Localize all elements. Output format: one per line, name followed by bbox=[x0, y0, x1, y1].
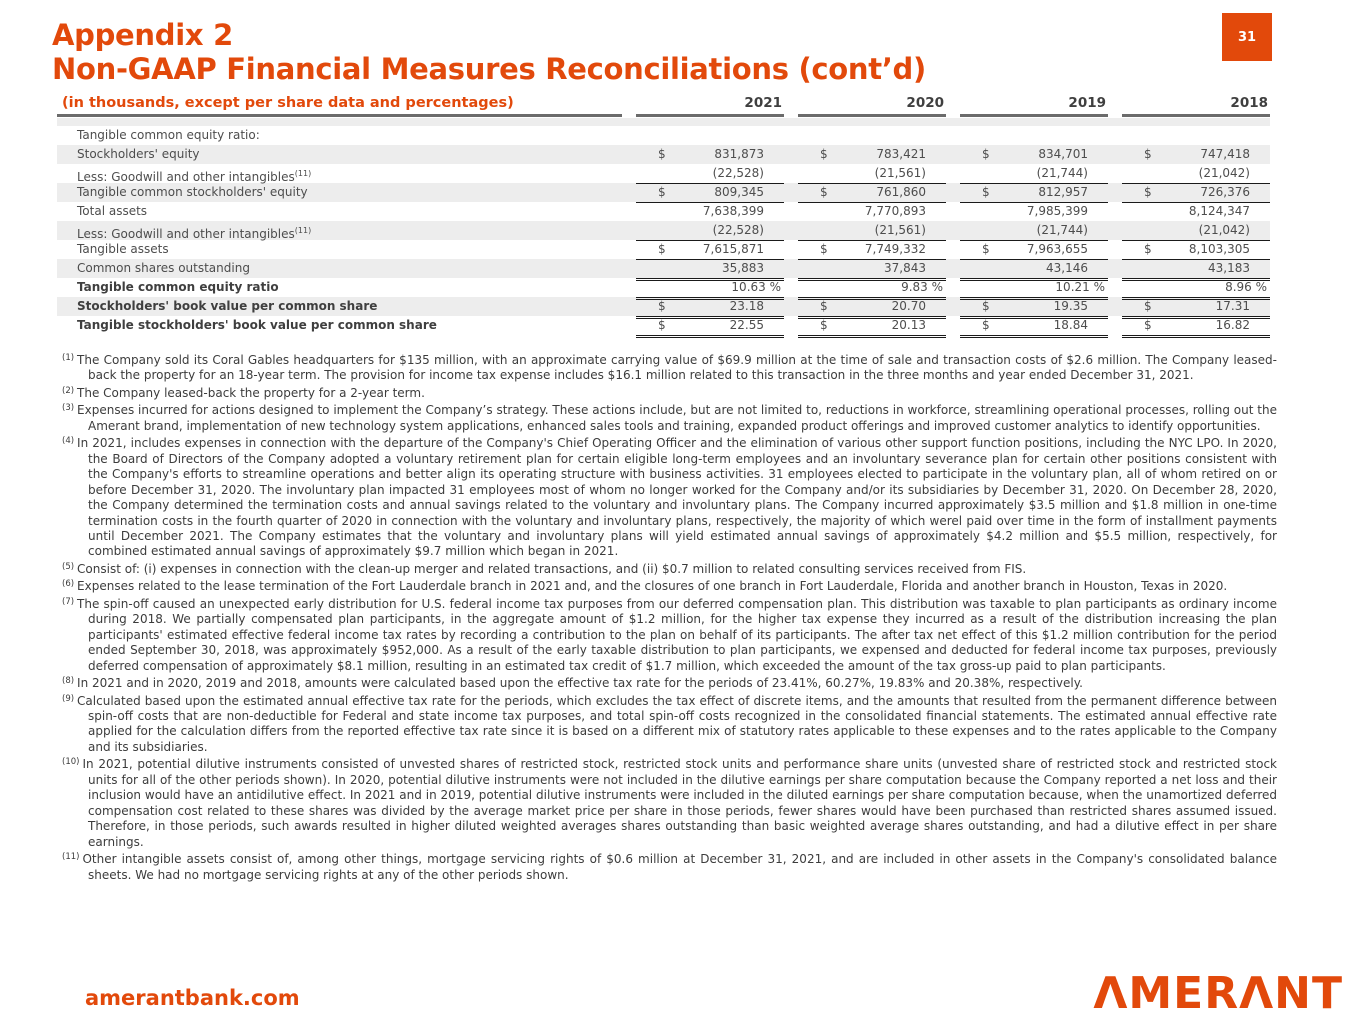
footnote-6: $^{(6)}$ Expenses related to the lease termination of the Fort Lauderdale branch in 2021 and, and the closures of one branch in Fort Lauderdale, Florida and another branch in Houston, Texas in 2020. bbox=[62, 579, 1228, 594]
row-label: Stockholders' book value per common share bbox=[77, 299, 378, 313]
cell: $ 7,749,332 bbox=[798, 240, 946, 260]
table-row bbox=[57, 259, 1270, 278]
table-header-row bbox=[57, 92, 1270, 116]
cell: $ 809,345 bbox=[636, 183, 784, 203]
cell: $ 7,963,655 bbox=[960, 240, 1108, 260]
cell: $ 7,615,871 bbox=[636, 240, 784, 260]
cell: (21,042) bbox=[1122, 164, 1270, 184]
cell: (22,528) bbox=[636, 221, 784, 241]
amerant-logo: ΛMERΛNT bbox=[1093, 968, 1343, 1019]
cell: 37,843 bbox=[798, 259, 946, 281]
cell: (21,042) bbox=[1122, 221, 1270, 241]
footer-website-link[interactable]: amerantbank.com bbox=[85, 986, 300, 1010]
cell: 9.83 % bbox=[798, 278, 946, 300]
cell: (21,561) bbox=[798, 221, 946, 241]
footnotes-section bbox=[62, 351, 1277, 883]
column-header-2020: 2020 bbox=[798, 92, 946, 117]
footnote-9: $^{(9)}$ Calculated based upon the estimated annual effective tax rate for the periods, which excludes the tax effect of discrete items, and the amounts that resulted from the permanent difference between spin-off costs that are non-deductible for Federal and state income tax purposes, and total spin-off costs recognized in the consolidated financial statements. The estimated annual effective rate applied for the calculation differs from the reported effective tax rate since it is based on a different mix of statutory rates applicable to these expenses and to the rates applicable to the Company and its subsidiaries. bbox=[62, 693, 1277, 754]
cell: $ 834,701 bbox=[982, 147, 1088, 161]
cell: (21,744) bbox=[960, 164, 1108, 184]
row-label: Less: Goodwill and other intangibles$^{(11)}$ bbox=[77, 226, 312, 241]
footnote-4: $^{(4)}$ In 2021, includes expenses in connection with the departure of the Company's Chief Operating Officer and the elimination of various other support function positions, including the NYC LPO. In 2020, the Board of Directors of the Company adopted a voluntary retirement plan for certain eligible long-term employees and an involuntary severance plan for certain other positions consistent with the Company's efforts to streamline operations and better align its operating structure with business activities. 31 employees elected to participate in the voluntary plan, all of whom retired on or before December 31, 2020. The involuntary plan impacted 31 employees most of whom no longer worked for the Company and/or its subsidiaries by December 31, 2020. On December 28, 2020, the Company determined the termination costs and annual savings related to the voluntary and involuntary plans. The Company incurred approximately $3.5 million and $1.8 million in one-time termination costs in the fourth quarter of 2020 in connection with the voluntary and involuntary plans, respectively, the majority of which werel paid over time in the form of installment payments until December 2021. The Company estimates that the voluntary and involuntary plans will yield estimated annual savings of approximately $4.2 million and $5.5 million, respectively, for combined estimated annual savings of approximately $9.7 million which began in 2021. bbox=[62, 436, 1277, 559]
cell: $ 19.35 bbox=[960, 297, 1108, 319]
cell: 35,883 bbox=[636, 259, 784, 281]
reconciliation-table bbox=[57, 92, 1270, 335]
column-header-2021: 2021 bbox=[636, 92, 784, 117]
cell: 7,770,893 bbox=[864, 204, 926, 218]
cell: $ 831,873 bbox=[658, 147, 764, 161]
cell: 43,183 bbox=[1122, 259, 1270, 281]
page-number-badge: 31 bbox=[1222, 13, 1272, 61]
cell: $ 23.18 bbox=[636, 297, 784, 319]
table-row bbox=[57, 202, 1270, 221]
row-label: Stockholders' equity bbox=[77, 147, 200, 161]
cell: $ 783,421 bbox=[820, 147, 926, 161]
cell: 10.21 % bbox=[960, 278, 1108, 300]
table-row bbox=[57, 221, 1270, 240]
row-label: Total assets bbox=[77, 204, 148, 218]
cell: $ 747,418 bbox=[1144, 147, 1250, 161]
cell: 7,985,399 bbox=[1026, 204, 1088, 218]
cell: $ 17.31 bbox=[1122, 297, 1270, 319]
row-label: Tangible common stockholders' equity bbox=[77, 185, 308, 199]
page-title-line2: Non-GAAP Financial Measures Reconciliations (cont’d) bbox=[52, 52, 926, 86]
footnote-11: $^{(11)}$ Other intangible assets consist of, among other things, mortgage servicing rights of $0.6 million at December 31, 2021, and are included in other assets in the Company's consolidated balance sheets. We had no mortgage servicing rights at any of the other periods shown. bbox=[62, 852, 1277, 882]
page-title-line1: Appendix 2 bbox=[52, 18, 233, 52]
table-row bbox=[57, 240, 1270, 259]
cell: $ 8,103,305 bbox=[1122, 240, 1270, 260]
footnote-ref: (11) bbox=[294, 226, 312, 235]
cell: 8.96 % bbox=[1122, 278, 1270, 300]
cell: $ 18.84 bbox=[960, 316, 1108, 338]
table-row bbox=[57, 297, 1270, 316]
table-caption: (in thousands, except per share data and percentages) bbox=[57, 92, 622, 117]
table-row bbox=[57, 145, 1270, 164]
header-shaded-strip bbox=[57, 118, 1270, 126]
cell: $ 20.70 bbox=[798, 297, 946, 319]
table-row-section bbox=[57, 126, 1270, 145]
table-row bbox=[57, 316, 1270, 335]
slide-header bbox=[0, 0, 1365, 86]
footnote-10: $^{(10)}$ In 2021, potential dilutive instruments consisted of unvested shares of restricted stock, restricted stock units and performance share units (unvested share of restricted stock and restricted stock units for all of the other periods shown). In 2020, potential dilutive instruments were not included in the dilutive earnings per share computation because the Company reported a net loss and their inclusion would have an antidilutive effect. In 2021 and in 2019, potential dilutive instruments were included in the diluted earnings per share computation because, when the unamortized deferred compensation cost related to these shares was divided by the average market price per share in those periods, fewer shares would have been purchased than restricted shares assumed issued. Therefore, in those periods, such awards resulted in higher diluted weighted averages shares outstanding than basic weighted average shares outstanding, and had a dilutive effect in per share earnings. bbox=[62, 757, 1277, 849]
footnote-3: $^{(3)}$ Expenses incurred for actions designed to implement the Company’s strategy. These actions include, but are not limited to, reductions in workforce, streamlining operational processes, rolling out the Amerant brand, implementation of new technology system applications, enhanced sales tools and training, expanded product offerings and improved customer analytics to identify opportunities. bbox=[62, 403, 1277, 433]
cell: 8,124,347 bbox=[1188, 204, 1250, 218]
column-header-2019: 2019 bbox=[960, 92, 1108, 117]
cell: 43,146 bbox=[960, 259, 1108, 281]
cell: 10.63 % bbox=[636, 278, 784, 300]
cell: (21,561) bbox=[798, 164, 946, 184]
cell: $ 16.82 bbox=[1122, 316, 1270, 338]
column-header-2018: 2018 bbox=[1122, 92, 1270, 117]
cell: (21,744) bbox=[960, 221, 1108, 241]
cell: $ 812,957 bbox=[960, 183, 1108, 203]
footnote-7: $^{(7)}$ The spin-off caused an unexpected early distribution for U.S. federal income tax purposes from our deferred compensation plan. This distribution was taxable to plan participants as ordinary income during 2018. We partially compensated plan participants, in the aggregate amount of $1.2 million, for the higher tax expense they incurred as a result of the distribution increasing the plan participants' estimated effective federal income tax rates by recording a contribution to the plan on behalf of its participants. The after tax net effect of this $1.2 million contribution for the period ended September 30, 2018, was approximately $952,000. As a result of the early taxable distribution to plan participants, we expensed and deducted for federal income tax purposes, previously deferred compensation of approximately $8.1 million, resulting in an estimated tax credit of $1.7 million, which exceeded the amount of the tax gross-up paid to plan participants. bbox=[62, 596, 1277, 673]
table-row bbox=[57, 183, 1270, 202]
row-label: Tangible assets bbox=[77, 242, 169, 256]
row-label: Tangible common equity ratio bbox=[77, 280, 279, 294]
footnote-5: $^{(5)}$ Consist of: (i) expenses in connection with the clean-up merger and related transactions, and (ii) $0.7 million to related consulting services received from FIS. bbox=[62, 561, 1027, 576]
row-label: Tangible common equity ratio: bbox=[77, 128, 260, 142]
footnote-2: $^{(2)}$ The Company leased-back the property for a 2-year term. bbox=[62, 385, 425, 400]
cell: $ 761,860 bbox=[798, 183, 946, 203]
row-label: Less: Goodwill and other intangibles$^{(11)}$ bbox=[77, 169, 312, 184]
row-label: Tangible stockholders' book value per common share bbox=[77, 318, 437, 332]
cell: $ 726,376 bbox=[1122, 183, 1270, 203]
cell: (22,528) bbox=[636, 164, 784, 184]
cell: 7,638,399 bbox=[702, 204, 764, 218]
footnote-ref: (11) bbox=[294, 169, 312, 178]
table-row bbox=[57, 164, 1270, 183]
footnote-1: $^{(1)}$ The Company sold its Coral Gables headquarters for $135 million, with an approximate carrying value of $69.9 million at the time of sale and transaction costs of $2.6 million. The Company leased-back the property for an 18-year term. The provision for income tax expense includes $16.1 million related to this transaction in the three months and year ended December 31, 2021. bbox=[62, 353, 1277, 383]
cell: $ 22.55 bbox=[636, 316, 784, 338]
footnote-8: $^{(8)}$ In 2021 and in 2020, 2019 and 2018, amounts were calculated based upon the effective tax rate for the periods of 23.41%, 60.27%, 19.83% and 20.38%, respectively. bbox=[62, 676, 1083, 691]
cell: $ 20.13 bbox=[798, 316, 946, 338]
table-row bbox=[57, 278, 1270, 297]
row-label: Common shares outstanding bbox=[77, 261, 250, 275]
